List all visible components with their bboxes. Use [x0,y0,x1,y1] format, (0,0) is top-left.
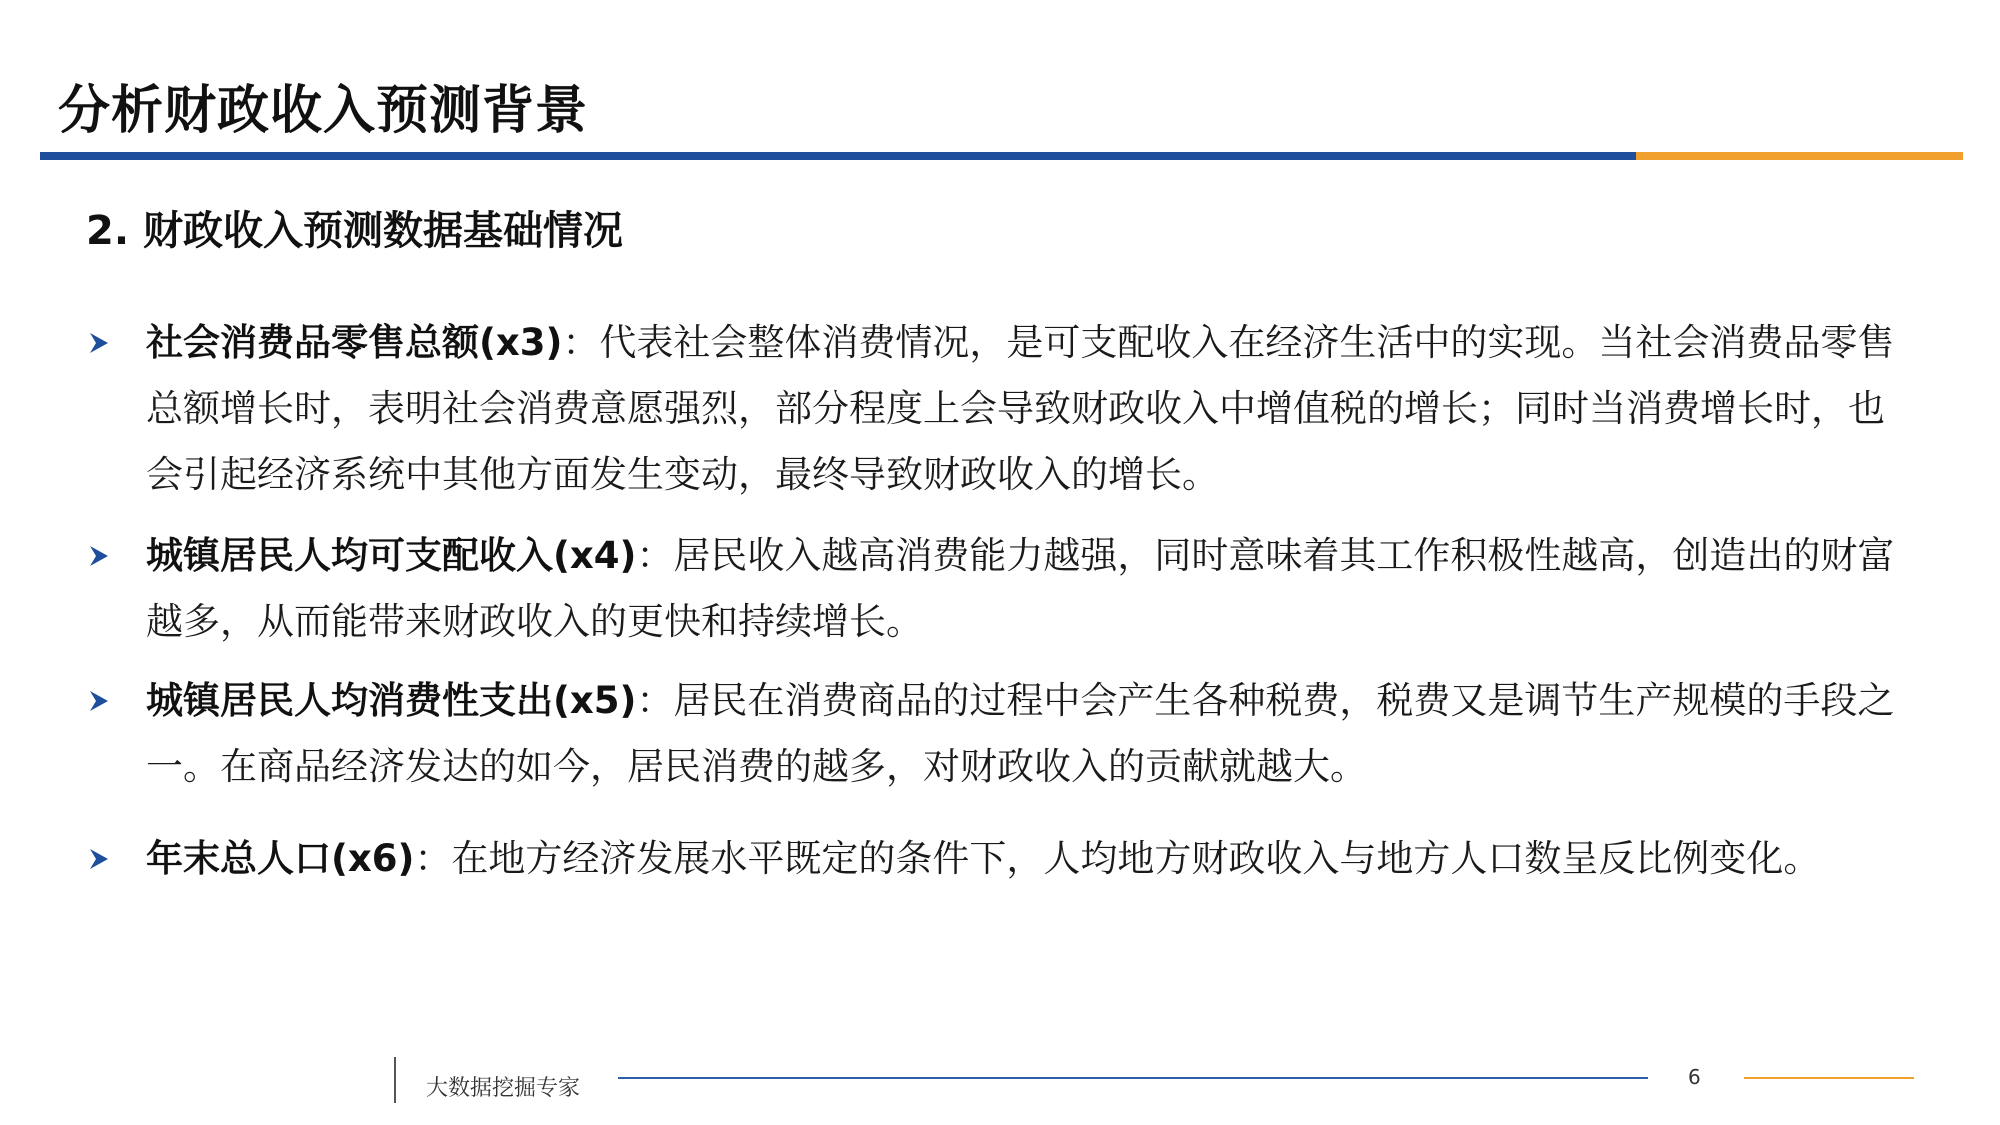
chevron-right-icon [86,310,118,376]
bullet-description: ：居民收入越高消费能力越强，同时意味着其工作积极性越高，创造出的财富越多，从而能带来财政收入的更快和持续增长。 [146,534,1895,643]
bullet-term: 社会消费品零售总额(x3) [146,321,563,364]
bullet-term: 城镇居民人均消费性支出(x5) [146,679,637,722]
bullet-text [146,826,1896,892]
section-heading: 2. 财政收入预测数据基础情况 [86,208,623,254]
bullet-term: 城镇居民人均可支配收入(x4) [146,534,637,577]
bullet-text [146,310,1896,508]
chevron-right-icon [86,523,118,589]
bullet-description: ：在地方经济发展水平既定的条件下，人均地方财政收入与地方人口数呈反比例变化。 [414,837,1821,880]
bullet-description: ：居民在消费商品的过程中会产生各种税费，税费又是调节生产规模的手段之一。在商品经济发达的如今，居民消费的越多，对财政收入的贡献就越大。 [146,679,1895,788]
chevron-right-icon [86,826,118,892]
bullet-text [146,668,1896,800]
footer-brand: 大数据挖掘专家 [426,1076,581,1101]
footer-line-orange [1744,1077,1914,1079]
bullet-text [146,523,1896,655]
chevron-right-icon [86,668,118,734]
bullet-description: ：代表社会整体消费情况，是可支配收入在经济生活中的实现。当社会消费品零售总额增长时，表明社会消费意愿强烈，部分程度上会导致财政收入中增值税的增长；同时当消费增长时，也会引起经济系统中其他方面发生变动，最终导致财政收入的增长。 [146,321,1895,496]
footer-line-blue [618,1077,1648,1079]
bullet-term: 年末总人口(x6) [146,837,415,880]
slide-title: 分析财政收入预测背景 [58,81,589,141]
footer-divider [394,1057,396,1103]
page-number: 6 [1688,1065,1701,1089]
